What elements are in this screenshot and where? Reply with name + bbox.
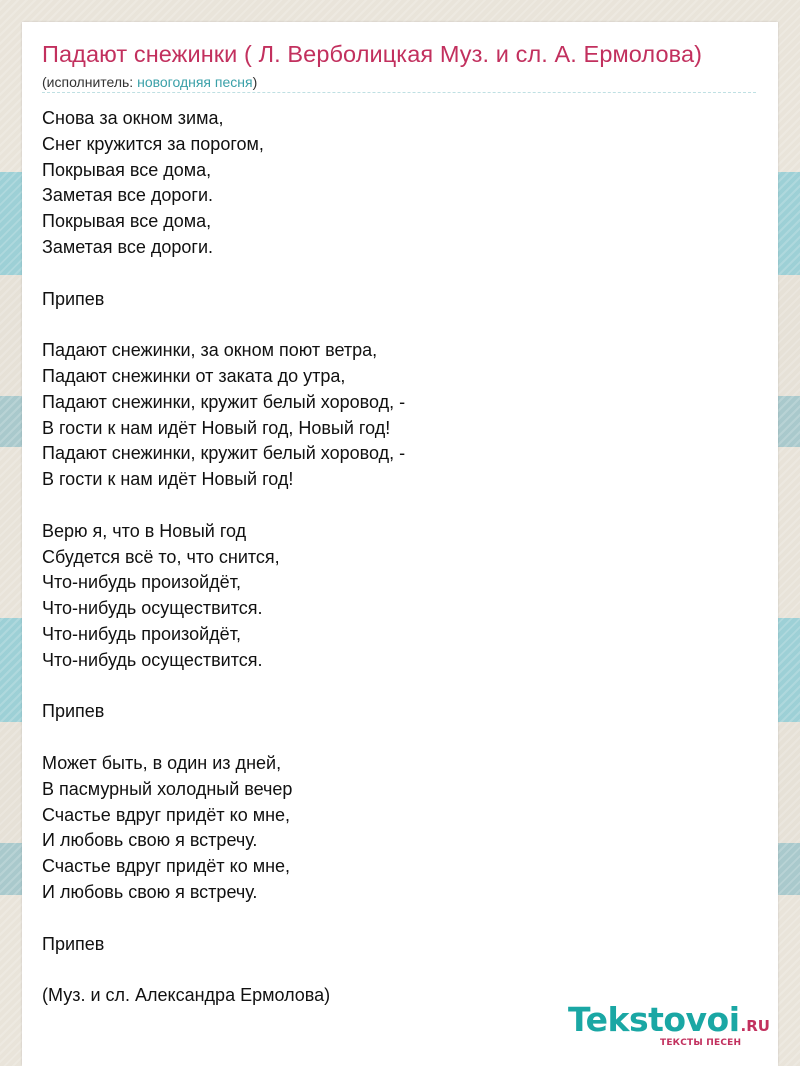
lyric-line: И любовь свою я встречу. — [42, 881, 258, 902]
lyric-line: Падают снежинки, кружит белый хоровод, - — [42, 391, 406, 412]
performer-line — [42, 74, 257, 90]
lyric-line: Что-нибудь осуществится. — [42, 598, 263, 619]
lyric-line: Покрывая все дома, — [42, 211, 212, 232]
lyric-line: Сбудется всё то, что снится, — [42, 546, 280, 567]
lyric-line: Заметая все дороги. — [42, 236, 213, 257]
lyric-line — [42, 674, 405, 700]
lyric-line: Снова за окном зима, — [42, 108, 224, 128]
lyrics-body — [42, 106, 405, 1009]
lyric-line: В гости к нам идёт Новый год, Новый год! — [42, 417, 391, 438]
logo-name: Tekstovoi — [568, 1000, 740, 1039]
performer-link[interactable]: новогодняя песня — [137, 74, 253, 90]
logo-tld: .RU — [740, 1017, 770, 1035]
lyric-line: Припев — [42, 701, 105, 722]
lyric-line: Припев — [42, 288, 105, 309]
lyric-line: Падают снежинки, за окном поют ветра, — [42, 340, 378, 361]
lyric-line: И любовь свою я встречу. — [42, 830, 258, 851]
title-divider — [42, 92, 756, 93]
lyric-line: Что-нибудь произойдёт, — [42, 572, 241, 593]
lyric-line: (Муз. и сл. Александра Ермолова) — [42, 985, 331, 1006]
lyric-line — [42, 906, 405, 932]
performer-suffix: ) — [252, 74, 258, 90]
lyric-line: Падают снежинки, кружит белый хоровод, - — [42, 443, 406, 464]
lyric-line: Верю я, что в Новый год — [42, 520, 247, 541]
lyric-line: В пасмурный холодный вечер — [42, 778, 293, 799]
logo-tagline: ТЕКСТЫ ПЕСЕН — [660, 1038, 742, 1048]
lyric-line: Падают снежинки от заката до утра, — [42, 365, 346, 386]
lyric-line: Счастье вдруг придёт ко мне, — [42, 804, 291, 825]
lyric-line: Покрывая все дома, — [42, 159, 212, 180]
lyric-line: Может быть, в один из дней, — [42, 752, 282, 773]
lyrics-card — [22, 22, 778, 1066]
lyric-line — [42, 493, 405, 519]
lyric-line: Припев — [42, 933, 105, 954]
site-logo[interactable] — [568, 1000, 770, 1048]
song-title: Падают снежинки ( Л. Верболицкая Муз. и сл. А. Ермолова) — [42, 41, 703, 67]
lyric-line: Заметая все дороги. — [42, 185, 213, 206]
lyric-line: В гости к нам идёт Новый год! — [42, 469, 294, 490]
lyric-line — [42, 957, 405, 983]
performer-prefix: (исполнитель: — [42, 74, 138, 90]
lyric-line: Снег кружится за порогом, — [42, 133, 264, 154]
lyric-line — [42, 725, 405, 751]
lyric-line: Что-нибудь осуществится. — [42, 649, 263, 670]
lyric-line — [42, 312, 405, 338]
lyric-line: Что-нибудь произойдёт, — [42, 623, 241, 644]
lyric-line — [42, 261, 405, 287]
lyric-line: Счастье вдруг придёт ко мне, — [42, 856, 291, 877]
